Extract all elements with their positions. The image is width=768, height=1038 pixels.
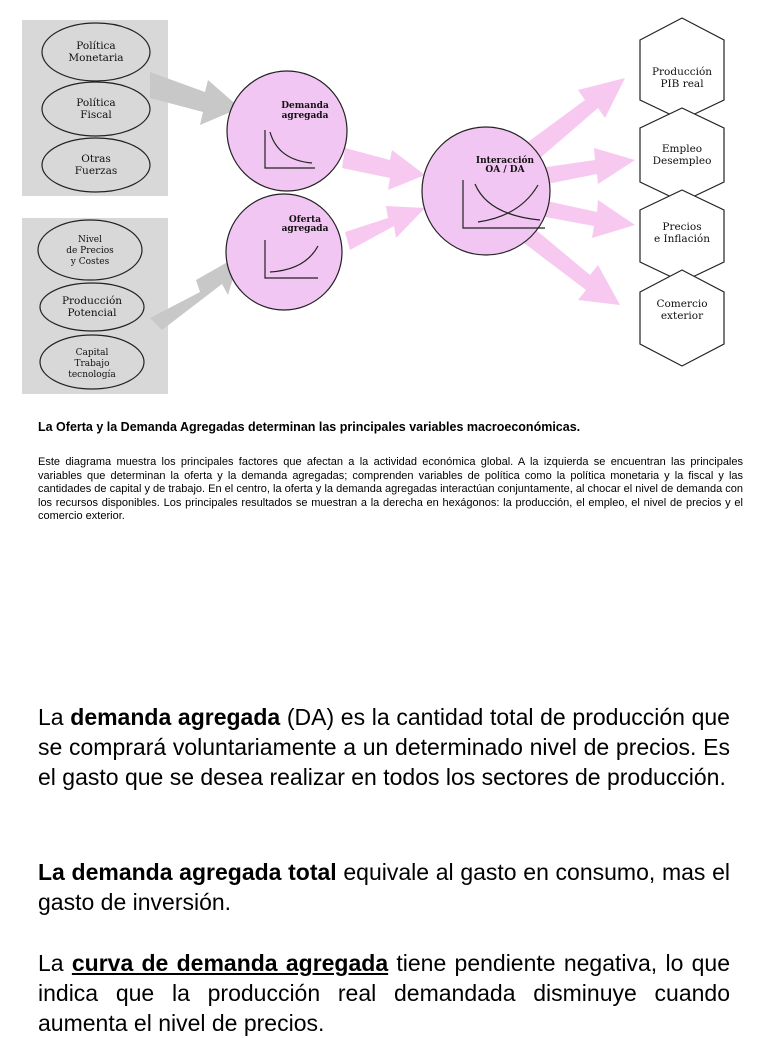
svg-text:agregada: agregada xyxy=(281,111,329,121)
figure-caption-body: Este diagrama muestra los principales factores que afectan a la actividad económica global. A la izquierda se encuentran las principales variables que determinan la oferta y la demanda agregadas; comprenden variables de política como la política monetaria y la fiscal y las cantidades de capital y de trabajo. En el centro, la oferta y la demanda agregadas interactúan conjuntamente, al chocar el nivel de demanda con los recursos disponibles. Los principales resultados se muestran a la derecha en hexágonos: la producción, el empleo, el nivel de precios y el comercio exterior. xyxy=(38,456,743,522)
p2-term: La demanda agregada total xyxy=(38,859,337,885)
paragraph-demanda-agregada xyxy=(38,702,730,792)
arrow-to-produccion xyxy=(528,78,625,158)
svg-text:Empleo: Empleo xyxy=(661,143,703,155)
svg-text:Política: Política xyxy=(76,40,116,52)
input-politica-fiscal xyxy=(42,82,150,136)
input-nivel-precios xyxy=(38,220,142,280)
paragraph-curva-demanda xyxy=(38,948,730,1038)
svg-text:Capital: Capital xyxy=(75,348,109,358)
outcome-empleo xyxy=(640,108,724,202)
svg-text:Trabajo: Trabajo xyxy=(74,359,110,369)
svg-text:Interacción: Interacción xyxy=(475,156,535,166)
input-politica-monetaria xyxy=(42,23,150,81)
input-capital-trabajo xyxy=(40,335,144,389)
svg-text:Producción: Producción xyxy=(651,66,713,78)
svg-text:e Inflación: e Inflación xyxy=(653,233,711,245)
supply-node xyxy=(226,194,342,310)
outcome-produccion xyxy=(640,18,724,120)
p1-term: demanda agregada xyxy=(70,704,281,730)
figure-caption-title: La Oferta y la Demanda Agregadas determinan las principales variables macroeconómicas. xyxy=(38,420,581,434)
input-produccion-potencial xyxy=(40,283,144,331)
svg-text:Desempleo: Desempleo xyxy=(652,155,712,167)
svg-text:OA / DA: OA / DA xyxy=(485,165,525,175)
outcome-comercio xyxy=(640,270,724,366)
svg-text:Fuerzas: Fuerzas xyxy=(74,165,118,177)
p1-post: (DA) es la cantidad total de producción que se comprará voluntariamente a un determinado nivel de precios. Es el gasto que se desea realizar en todos los sectores de producción. xyxy=(38,704,730,790)
svg-text:Fiscal: Fiscal xyxy=(80,109,112,121)
supply-to-intersection-arrow xyxy=(345,206,425,250)
svg-text:de Precios: de Precios xyxy=(66,246,114,256)
svg-text:y Costes: y Costes xyxy=(70,257,110,267)
p3-term: curva de demanda agregada xyxy=(71,950,389,976)
arrow-to-precios xyxy=(540,200,635,238)
svg-text:Producción: Producción xyxy=(61,295,123,307)
svg-text:Comercio: Comercio xyxy=(656,298,708,310)
demand-node xyxy=(227,71,347,191)
svg-text:Oferta: Oferta xyxy=(288,215,322,225)
arrow-to-comercio xyxy=(520,225,620,305)
arrow-to-empleo xyxy=(540,148,635,185)
demand-to-intersection-arrow xyxy=(342,148,425,190)
svg-text:exterior: exterior xyxy=(660,310,704,322)
svg-text:Potencial: Potencial xyxy=(67,307,117,319)
svg-text:Monetaria: Monetaria xyxy=(68,52,124,64)
svg-text:PIB real: PIB real xyxy=(660,78,704,90)
outcome-precios xyxy=(640,190,724,282)
p3-pre: La xyxy=(38,950,72,976)
svg-text:Otras: Otras xyxy=(81,153,111,165)
input-otras-fuerzas xyxy=(42,138,150,192)
p2-post: equivale al gasto en consumo, mas el gasto de inversión. xyxy=(38,859,730,915)
svg-text:Precios: Precios xyxy=(662,221,702,233)
p1-pre: La xyxy=(38,704,71,730)
svg-text:Nivel: Nivel xyxy=(77,235,103,245)
svg-text:Política: Política xyxy=(76,97,116,109)
p3-post: tiene pendiente negativa, lo que indica que la producción real demandada disminuye cuando aumenta el nivel de precios. xyxy=(38,950,730,1036)
svg-text:agregada: agregada xyxy=(281,224,329,234)
paragraph-demanda-total xyxy=(38,857,730,917)
svg-text:tecnología: tecnología xyxy=(68,370,116,380)
intersection-node xyxy=(422,127,550,255)
macro-diagram xyxy=(0,0,768,400)
svg-text:Demanda: Demanda xyxy=(281,101,329,111)
